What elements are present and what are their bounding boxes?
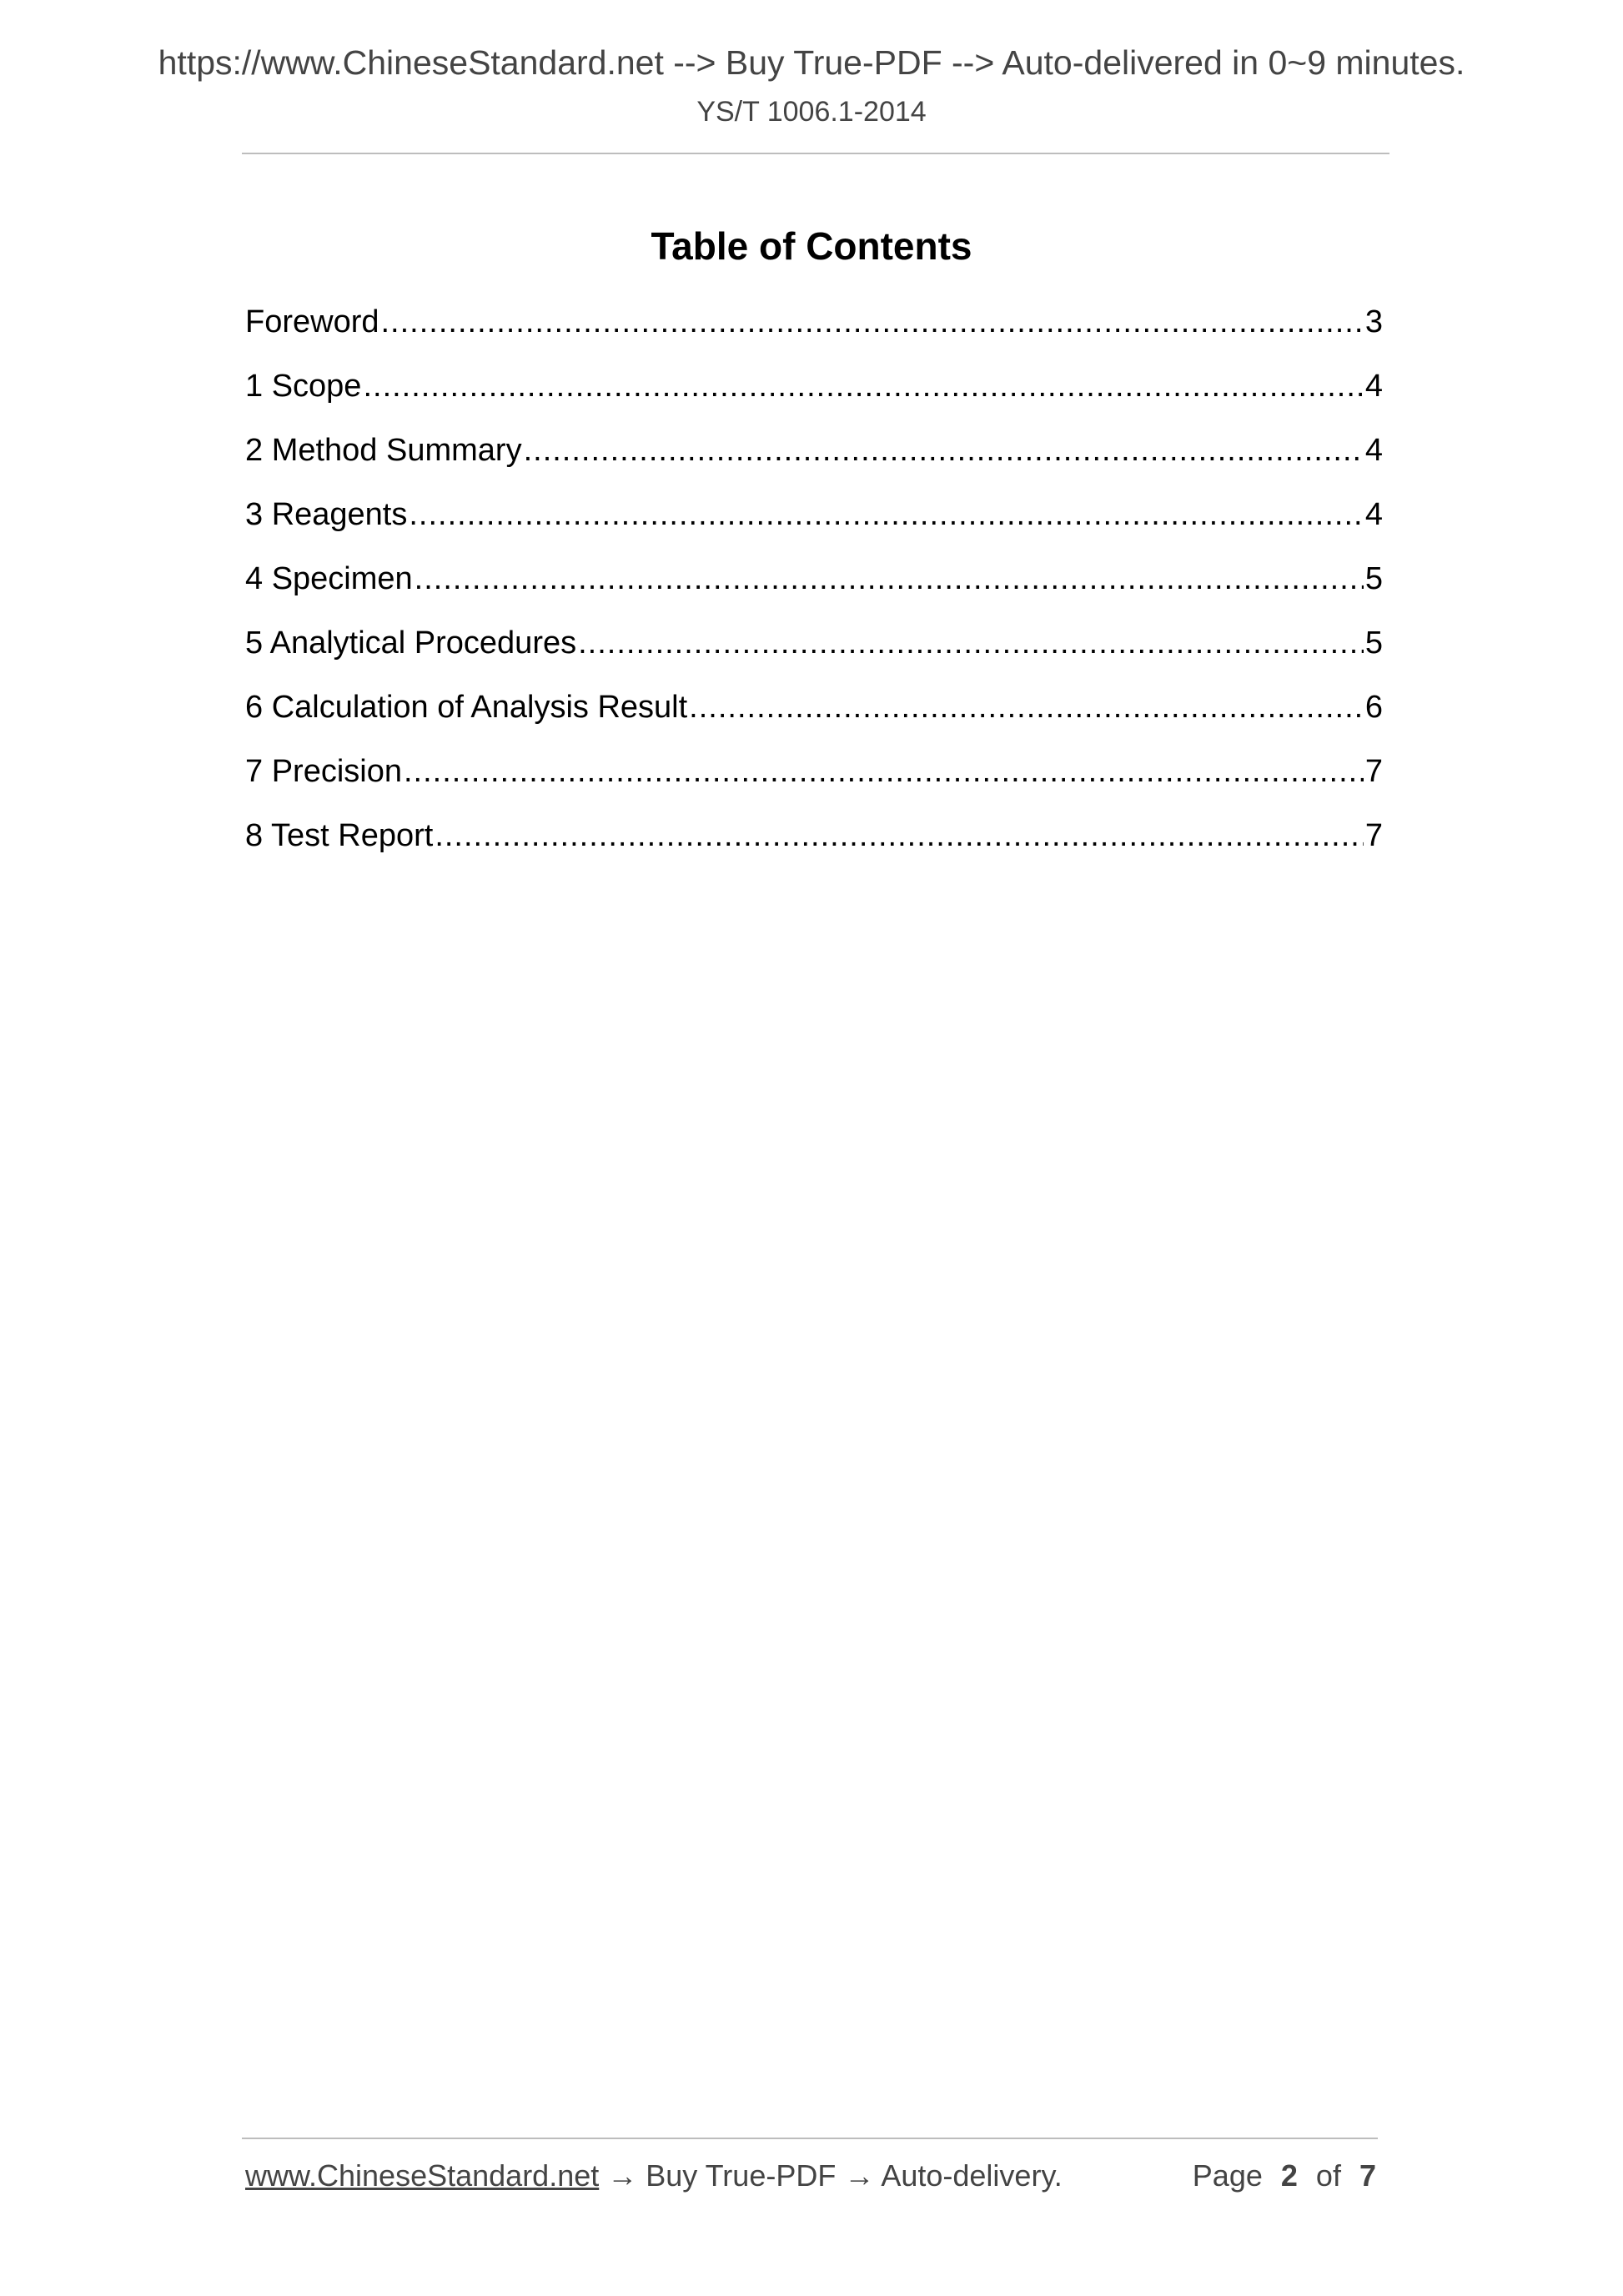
toc-entry-page: 5 [1364,625,1383,661]
toc-entry-label: 8 Test Report [245,818,434,853]
toc-entry-page: 4 [1364,369,1383,404]
total-pages-number: 7 [1359,2158,1376,2193]
footer-website-link[interactable]: www.ChineseStandard.net [245,2158,600,2193]
toc-entry-reagents[interactable] [245,493,1383,557]
toc-entry-label: 3 Reagents [245,497,408,532]
toc-entry-precision[interactable] [245,750,1383,814]
header-divider [242,153,1389,154]
toc-leader-dots [578,621,1364,665]
of-word: of [1315,2158,1341,2193]
toc-entry-page: 5 [1364,561,1383,596]
toc-leader-dots [409,493,1363,536]
toc-leader-dots [524,429,1364,472]
toc-entry-calculation[interactable] [245,686,1383,750]
toc-entry-label: 2 Method Summary [245,433,522,468]
toc-entry-page: 7 [1364,818,1383,853]
page-number [1193,2158,1376,2193]
toc-entry-analytical-procedures[interactable] [245,621,1383,686]
toc-entry-foreword[interactable] [245,300,1383,364]
toc-entry-scope[interactable] [245,364,1383,429]
toc-entry-label: 1 Scope [245,369,362,404]
toc-leader-dots [404,750,1364,793]
toc-entry-label: Foreword [245,304,379,339]
toc-entry-page: 3 [1364,304,1383,339]
current-page-number: 2 [1280,2158,1298,2193]
toc-entry-label: 4 Specimen [245,561,413,596]
header-url-line: https://www.ChineseStandard.net --> Buy True-PDF --> Auto-delivered in 0~9 minutes. [158,43,1465,82]
footer-left [245,2158,1063,2193]
page-word: Page [1192,2158,1263,2193]
toc-entry-page: 4 [1364,497,1383,532]
toc-entry-label: 5 Analytical Procedures [245,625,577,661]
toc-entry-test-report[interactable] [245,814,1383,878]
toc-entry-label: 7 Precision [245,754,402,789]
toc-leader-dots [363,364,1363,408]
footer-tagline: → Buy True-PDF → Auto-delivery. [607,2158,1063,2193]
standard-code: YS/T 1006.1-2014 [696,96,927,128]
toc-entry-method-summary[interactable] [245,429,1383,493]
toc-leader-dots [435,814,1364,857]
toc-entry-label: 6 Calculation of Analysis Result [245,690,688,725]
toc-entry-page: 6 [1364,690,1383,725]
toc-leader-dots [381,300,1364,344]
toc-leader-dots [415,557,1364,600]
toc-entry-page: 4 [1364,433,1383,468]
toc-entry-page: 7 [1364,754,1383,789]
toc-title: Table of Contents [651,224,972,268]
toc-list [245,300,1383,878]
toc-entry-specimen[interactable] [245,557,1383,621]
toc-leader-dots [689,686,1364,729]
footer-divider [242,2138,1378,2139]
